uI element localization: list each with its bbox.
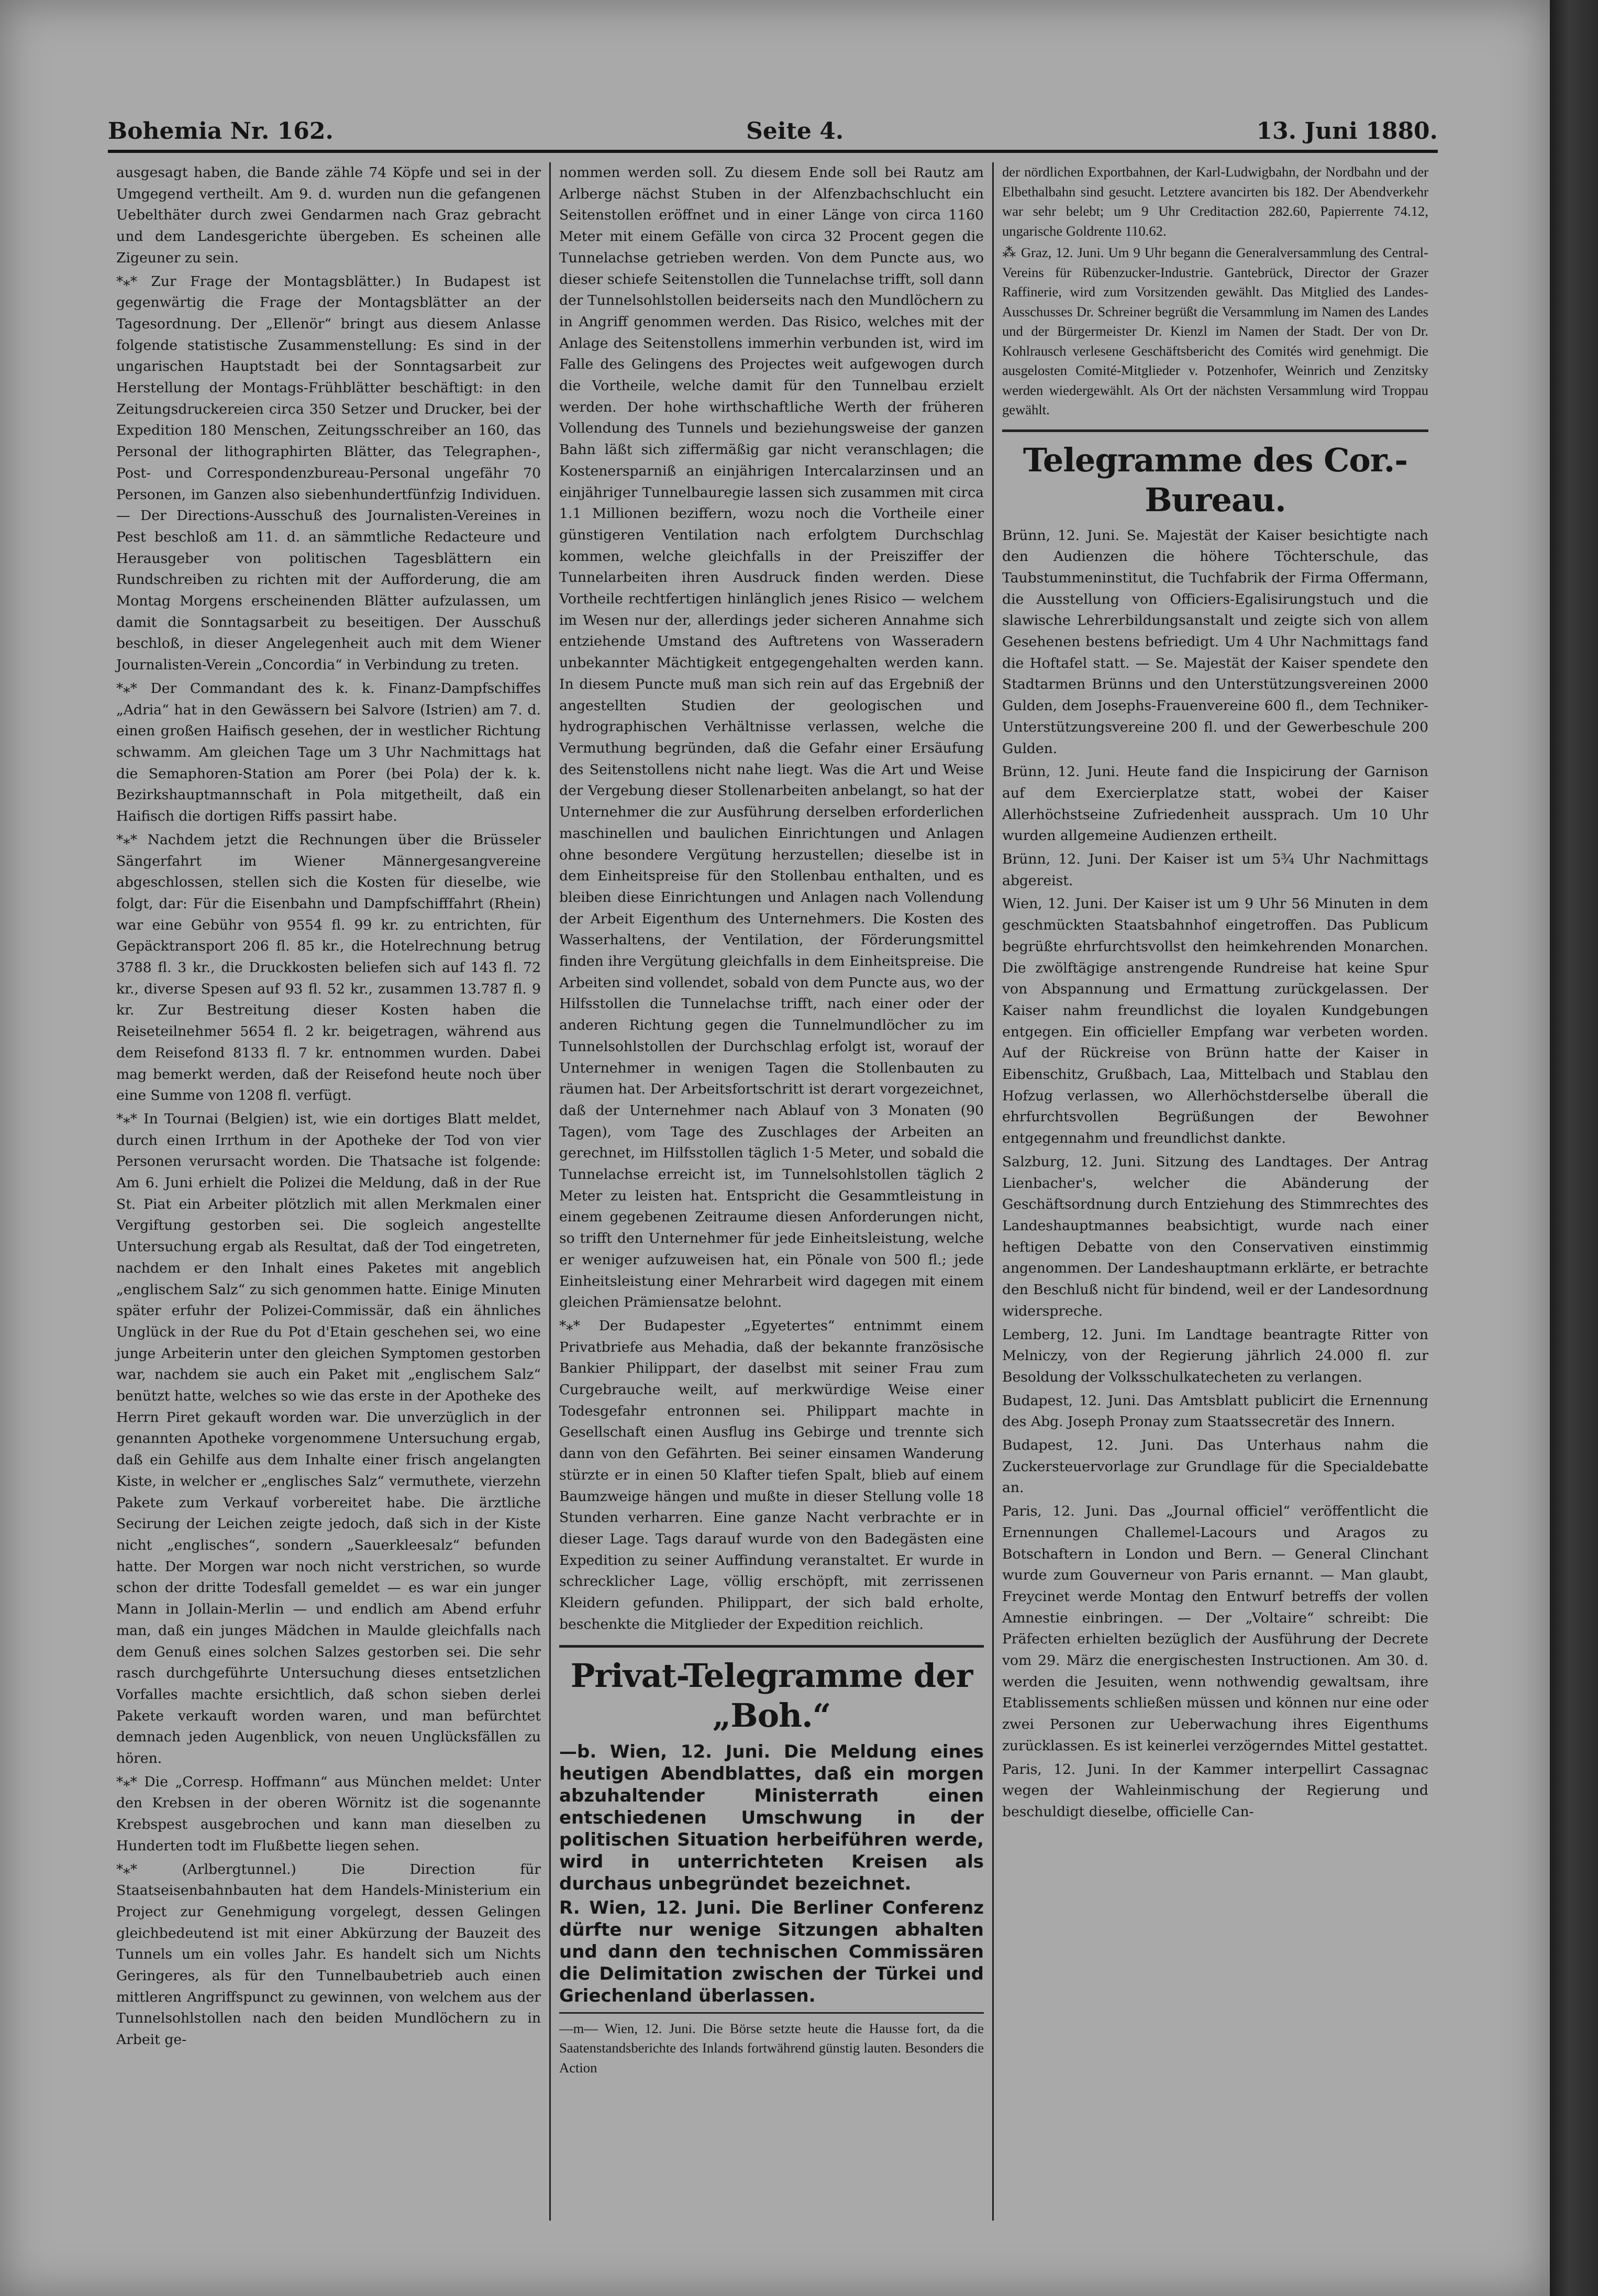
section-heading-private-telegrams: Privat-Telegramme der „Boh.“ [559, 1645, 984, 1736]
telegram-paragraph: Paris, 12. Juni. In der Kammer interpellirt Cassagnac wegen der Wahleinmischung der Regierung und beschuldigt dieselbe, officielle Can- [1002, 1761, 1428, 1820]
newspaper-page [108, 113, 1438, 2239]
masthead [108, 113, 1438, 153]
article-paragraph: *⁎* (Arlbergtunnel.) Die Direction für Staatseisenbahnbauten hat dem Handels-Ministerium ein Project zur Genehmigung vorgelegt, dessen Gelingen gleichbedeutend ist mit einer Abkürzung der Bauzeit des Tunnels um ein volles Jahr. Es handelt sich um Nichts Geringeres, als für den Tunnelbaubetrieb auch einen mittleren Angriffspunct zu gewinnen, von welchem aus der Tunnelsohlstollen nach den beiden Mundlöchern zu in Arbeit ge- [116, 1861, 541, 2048]
divider [559, 2012, 984, 2014]
telegram-paragraph: Brünn, 12. Juni. Heute fand die Inspicirung der Garnison auf dem Exercierplatze statt, wobei der Kaiser Allerhöchstseine Zufriedenheit aussprach. Um 10 Uhr wurden allgemeine Audienzen ertheilt. [1002, 764, 1428, 844]
telegram-paragraph: Lemberg, 12. Juni. Im Landtage beantragte Ritter von Melniczy, von der Regierung jährlich 24.000 fl. zur Besoldung der Volksschulkatecheten zu verlangen. [1002, 1326, 1428, 1385]
article-paragraph: ausgesagt haben, die Bande zähle 74 Köpfe und sei in der Umgegend vertheilt. Am 9. d. wurden nun die gefangenen Uebelthäter durch zwei Gendarmen nach Graz gebracht und dem Landesgerichte übergeben. Es scheinen alle Zigeuner zu sein. [116, 164, 541, 266]
section-heading-cor-bureau: Telegramme des Cor.-Bureau. [1002, 429, 1428, 520]
telegram-paragraph: Brünn, 12. Juni. Se. Majestät der Kaiser besichtigte nach den Audienzen die höhere Töchterschule, das Taubstummeninstitut, die Tuchfabrik der Firma Offermann, die Ausstellung von Officiers-Egalisirungstuch und die slawische Lehrerbildungsanstalt und zeigte sich von allem Gesehenen bestens befriedigt. Um 4 Uhr Nachmittags fand die Hoftafel statt. — Se. Majestät der Kaiser spendete den Stadtarmen Brünns und den Unterstützungsvereinen 2000 Gulden, dem Josephs-Frauenvereine 600 fl., dem Techniker-Unterstützungsvereine 200 fl. und der Gewerbeschule 200 Gulden. [1002, 527, 1428, 757]
telegram-paragraph: Brünn, 12. Juni. Der Kaiser ist um 5¾ Uhr Nachmittags abgereist. [1002, 851, 1428, 889]
columns [108, 162, 1438, 2221]
telegram-paragraph: Wien, 12. Juni. Der Kaiser ist um 9 Uhr 56 Minuten in dem geschmückten Staatsbahnhof eingetroffen. Das Publicum begrüßte ehrfurchtsvollst den heimkehrenden Monarchen. Die zwölftägige anstrengende Rundreise hat keine Spur von Abspannung und Ermattung zurückgelassen. Der Kaiser nahm freundlichst die loyalen Kundgebungen entgegen. Ein officieller Empfang war verbeten worden. Auf der Rückreise von Brünn hatte der Kaiser in Eibenschitz, Grußbach, Laa, Mittelbach und Stablau den Hofzug verlassen, wo Allerhöchstderselbe überall die ehrfurchtsvollen Begrüßungen der Bewohner entgegennahm und freundlichst dankte. [1002, 896, 1428, 1147]
column-3 [994, 162, 1437, 2221]
masthead-page-number: Seite 4. [746, 118, 844, 145]
column-1 [108, 162, 551, 2221]
telegram-paragraph: —b. Wien, 12. Juni. Die Meldung eines heutigen Abendblattes, daß ein morgen abzuhaltender Ministerrath einen entschiedenen Umschwung in der politischen Situation herbeiführen werde, wird in unterrichteten Kreisen als durchaus unbegründet bezeichnet. [559, 1741, 984, 1894]
telegram-paragraph: —m— Wien, 12. Juni. Die Börse setzte heute die Hausse fort, da die Saatenstandsberichte des Inlands fortwährend günstig lauten. Besonders die Action [559, 2020, 984, 2076]
article-paragraph: ⁂ Graz, 12. Juni. Um 9 Uhr begann die Generalversammlung des Central-Vereins für Rübenzucker-Industrie. Gantebrück, Director der Grazer Raffinerie, wird zum Vorsitzenden gewählt. Das Mitglied des Landes-Ausschusses Dr. Schreiner begrüßt die Versammlung im Namen des Landes und der Bürgermeister Dr. Kienzl im Namen der Stadt. Der von Dr. Kohlrausch verlesene Geschäftsbericht des Comités wird genehmigt. Die ausgelosten Comité-Mitglieder v. Potzenhofer, Weinrich und Zenzitsky werden wiedergewählt. Als Ort der nächsten Versammlung wird Troppau gewählt. [1002, 245, 1428, 417]
article-paragraph: nommen werden soll. Zu diesem Ende soll bei Rautz am Arlberge nächst Stuben in der Alfenzbachschlucht ein Seitenstollen eröffnet und in einer Länge von circa 1160 Meter mit einem Gefälle von circa 32 Procent gegen die Tunnelachse getrieben werden. Von dem Puncte aus, wo dieser schiefe Seitenstollen die Tunnelachse trifft, soll dann der Tunnelsohlstollen beiderseits nach den Mundlöchern zu in Angriff genommen werden. Das Risico, welches mit der Anlage des Seitenstollens immerhin verbunden ist, wird im Falle des Gelingens des Projectes weit aufgewogen durch die Vortheile, welche damit für den Tunnelbau erzielt werden. Der hohe wirthschaftliche Werth der früheren Vollendung des Tunnels und beziehungsweise der ganzen Bahn läßt sich ziffermäßig gar nicht veranschlagen; die Kostenersparniß an einjährigen Intercalarzinsen und an einjähriger Tunnelbauregie lassen sich zusammen mit circa 1.1 Millionen beziffern, wozu noch die Vortheile einer günstigeren Ventilation nach erfolgtem Durchschlag kommen, welche gleichfalls in der Preisziffer der Tunnelarbeiten ihren Ausdruck finden werden. Diese Vortheile rechtfertigen hinlänglich jenes Risico — welchem im Wesen nur der, allerdings jeder sicheren Annahme sich entziehende Umstand des Auftretens von Wasseradern unbekannter Mächtigkeit entgegengehalten werden kann. In diesem Puncte muß man sich rein auf das Ergebniß der angestellten Studien der geologischen und hydrographischen Verhältnisse verlassen, welche die Vermuthung begründen, daß die Gefahr einer Ersäufung des Seitenstollens nicht nahe liegt. Was die Art und Weise der Vergebung dieser Stollenarbeiten anbelangt, so hat der Unternehmer die zur Ausführung derselben erforderlichen maschinellen und baulichen Einrichtungen und Anlagen ohne besondere Vergütung herzustellen; dieselbe ist in dem Einheitspreise für den Stollenbau enthalten, und es bleiben diese Einrichtungen und Anlagen nach Vollendung der Arbeit Eigenthum des Unternehmers. Die Kosten des Wasserhaltens, der Ventilation, der Förderungsmittel finden ihre Vergütung gleichfalls in dem Einheitspreise. Die Arbeiten sind vollendet, sobald von dem Puncte aus, wo der Hilfsstollen die Tunnelachse trifft, nach einer oder der anderen Richtung gegen die Tunnelmundlöcher zu im Tunnelsohlstollen der Durchschlag erfolgt ist, worauf der Unternehmer in wenigen Tagen die Stollenbauten zu räumen hat. Der Arbeitsfortschritt ist derart vorgezeichnet, daß der Unternehmer nach Ablauf von 3 Monaten (90 Tagen), vom Tage des Zuschlages der Arbeiten an gerechnet, im Hilfsstollen täglich 1·5 Meter, und sobald die Tunnelachse erreicht ist, im Tunnelsohlstollen täglich 2 Meter zu leisten hat. Entspricht die Gesammtleistung in einem gegebenen Zeitraume diesen Anforderungen nicht, so trifft den Unternehmer für jede Einheitsleistung, welche er weniger aufzuweisen hat, ein Pönale von 500 fl.; jede Einheitsleistung einer Mehrarbeit wird dagegen mit einem gleichen Prämiensatze belohnt. [559, 164, 984, 1311]
telegram-paragraph: Budapest, 12. Juni. Das Amtsblatt publicirt die Ernennung des Abg. Joseph Pronay zum Staatssecretär des Innern. [1002, 1392, 1428, 1430]
masthead-date: 13. Juni 1880. [1256, 118, 1438, 145]
article-paragraph: *⁎* Zur Frage der Montagsblätter.) In Budapest ist gegenwärtig die Frage der Montagsblätter an der Tagesordnung. Der „Ellenör“ bringt aus diesem Anlasse folgende statistische Zusammenstellung: Es sind in der ungarischen Hauptstadt bei der Sonntagsarbeit zur Herstellung der Montags-Frühblätter beschäftigt: in den Zeitungsdruckereien circa 350 Setzer und Drucker, bei der Expedition 180 Menschen, Zeitungsschreiber an 160, das Personal der lithographirten Blätter, das Telegraphen-, Post- und Correspondenzbureau-Personal ungefähr 70 Personen, im Ganzen also siebenhundertfünfzig Individuen. — Der Directions-Ausschuß des Journalisten-Vereines in Pest beschloß am 11. d. an sämmtliche Redacteure und Herausgeber von politischen Tagesblättern ein Rundschreiben zu richten mit der Aufforderung, die am Montag Morgens erscheinenden Blätter aufzulassen, um damit die Sonntagsarbeit zu beseitigen. Der Ausschuß beschloß, in dieser Angelegenheit auch mit dem Wiener Journalisten-Verein „Concordia“ in Verbindung zu treten. [116, 273, 541, 674]
masthead-issue: Bohemia Nr. 162. [108, 118, 334, 145]
scanner-edge [1550, 0, 1598, 2296]
column-2 [551, 162, 994, 2221]
article-paragraph: *⁎* Der Commandant des k. k. Finanz-Dampfschiffes „Adria“ hat in den Gewässern bei Salvore (Istrien) am 7. d. einen großen Haifisch gesehen, der in westlicher Richtung schwamm. Am gleichen Tage um 3 Uhr Nachmittags hat die Semaphoren-Station am Porer (bei Pola) der k. k. Bezirkshauptmannschaft in Pola mitgetheilt, daß ein Haifisch die dortigen Riffs passirt habe. [116, 680, 541, 825]
article-paragraph: *⁎* Der Budapester „Egyetertes“ entnimmt einem Privatbriefe aus Mehadia, daß der bekannte französische Bankier Philippart, der daselbst mit seiner Frau zum Curgebrauche weilt, auf merkwürdige Weise einer Todesgefahr entronnen sei. Philippart machte in Gesellschaft einen Ausflug ins Gebirge und trennte sich dann von den Gefährten. Bei seiner einsamen Wanderung stürzte er in einen 50 Klafter tiefen Spalt, blieb auf einem Baumzweige hängen und mußte in dieser Stellung volle 18 Stunden verharren. Eine ganze Nacht verbrachte er in dieser Lage. Tags darauf wurde von den Badegästen eine Expedition zu seiner Auffindung veranstaltet. Er wurde in schrecklicher Lage, völlig erschöpft, mit zerrissenen Kleidern gefunden. Philippart, der sich bald erholte, beschenkte die Mitglieder der Expedition reichlich. [559, 1317, 984, 1632]
article-paragraph: *⁎* In Tournai (Belgien) ist, wie ein dortiges Blatt meldet, durch einen Irrthum in der Apotheke der Tod von vier Personen verursacht worden. Die Thatsache ist folgende: Am 6. Juni erhielt die Polizei die Meldung, daß in der Rue St. Piat ein Arbeiter plötzlich mit allen Merkmalen einer Vergiftung gestorben sei. Die sogleich angestellte Untersuchung ergab als Resultat, daß der Tod eingetreten, nachdem er den Inhalt eines Paketes mit angeblich „englischem Salz“ zu sich genommen hatte. Einige Minuten später erfuhr der Polizei-Commissär, daß ein ähnliches Unglück in der Rue du Pot d'Etain geschehen sei, wo eine junge Arbeiterin unter den gleichen Symptomen gestorben war, nachdem sie auch ein Paket mit „englischem Salz“ benützt hatte, welches so wie das erste in der Apotheke des Herrn Piret gekauft worden war. Die unverzüglich in der genannten Apotheke vorgenommene Untersuchung ergab, daß ein Gehilfe aus dem Inhalte einer frisch angelangten Kiste, in welcher er „englisches Salz“ vermuthete, vierzehn Pakete zum Verkauf vorbereitet habe. Die ärztliche Secirung der Leichen zeigte jedoch, daß sich in der Kiste nicht „englisches“, sondern „Sauerkleesalz“ befunden hatte. Der Morgen war noch nicht verstrichen, so wurde schon der dritte Todesfall gemeldet — es war ein junger Mann in Jollain-Merlin — und endlich am Abend erfuhr man, daß ein junges Mädchen in Maulde gleichfalls nach dem Genuß eines solchen Salzes gestorben sei. Die sehr rasch durchgeführte Untersuchung dieses entsetzlichen Vorfalles machte ersichtlich, daß schon sieben derlei Pakete verkauft worden waren, und man befürchtet demnach jeden Augenblick, von neuen Unglücksfällen zu hören. [116, 1110, 541, 1767]
telegram-paragraph: Paris, 12. Juni. Das „Journal officiel“ veröffentlicht die Ernennungen Challemel-Lacours und Aragos zu Botschaftern in London und Bern. — General Clinchant wurde zum Gouverneur von Paris ernannt. — Man glaubt, Freycinet werde Montag den Entwurf betreffs der vollen Amnestie einbringen. — Der „Voltaire“ schreibt: Die Präfecten erhielten bezüglich der Ausführung der Decrete vom 29. März die energischesten Instructionen. Am 30. d. werden die Jesuiten, wenn nothwendig gewaltsam, ihre Etablissements schließen müssen und können nur eine oder zwei Personen zur Ueberwachung ihres Eigenthums zurücklassen. Es ist keinerlei verzögerndes Mittel gestattet. [1002, 1503, 1428, 1754]
article-paragraph: *⁎* Nachdem jetzt die Rechnungen über die Brüsseler Sängerfahrt im Wiener Männergesangvereine abgeschlossen, stellen sich die Kosten für dieselbe, wie folgt, dar: Für die Eisenbahn und Dampfschifffahrt (Rhein) war eine Gebühr von 9554 fl. 99 kr. zu entrichten, für Gepäcktransport 206 fl. 85 kr., die Hotelrechnung betrug 3788 fl. 3 kr., die Druckkosten beliefen sich auf 143 fl. 72 kr., diverse Spesen auf 93 fl. 52 kr., zusammen 13.787 fl. 9 kr. Zur Bestreitung dieser Kosten haben die Reiseteilnehmer 5654 fl. 2 kr. beigetragen, während aus dem Reisefond 8133 fl. 7 kr. entnommen wurden. Dabei mag bemerkt werden, daß der Reisefond heute noch über eine Summe von 1208 fl. verfügt. [116, 831, 541, 1104]
telegram-paragraph: R. Wien, 12. Juni. Die Berliner Conferenz dürfte nur wenige Sitzungen abhalten und dann den technischen Commissären die Delimitation zwischen der Türkei und Griechenland überlassen. [559, 1897, 984, 2006]
telegram-paragraph: Salzburg, 12. Juni. Sitzung des Landtages. Der Antrag Lienbacher's, welcher die Abänderung der Geschäftsordnung durch Entziehung des Stimmrechtes des Landeshauptmannes beabsichtigt, wurde nach einer heftigen Debatte von den Conservativen einstimmig angenommen. Der Landeshauptmann erklärte, er betrachte den Beschluß nicht für bindend, weil er der Landesordnung widerspreche. [1002, 1153, 1428, 1319]
article-paragraph: *⁎* Die „Corresp. Hoffmann“ aus München meldet: Unter den Krebsen in der oberen Wörnitz ist die sogenannte Krebspest ausgebrochen und kann man dieselben zu Hunderten todt im Flußbette liegen sehen. [116, 1773, 541, 1854]
telegram-paragraph: Budapest, 12. Juni. Das Unterhaus nahm die Zuckersteuervorlage zur Grundlage für die Specialdebatte an. [1002, 1437, 1428, 1496]
article-paragraph: der nördlichen Exportbahnen, der Karl-Ludwigbahn, der Nordbahn und der Elbethalbahn sind gesucht. Letztere avancirten bis 182. Der Abendverkehr war sehr belebt; um 9 Uhr Creditaction 282.60, Papierrente 74.12, ungarische Goldrente 110.62. [1002, 164, 1428, 239]
